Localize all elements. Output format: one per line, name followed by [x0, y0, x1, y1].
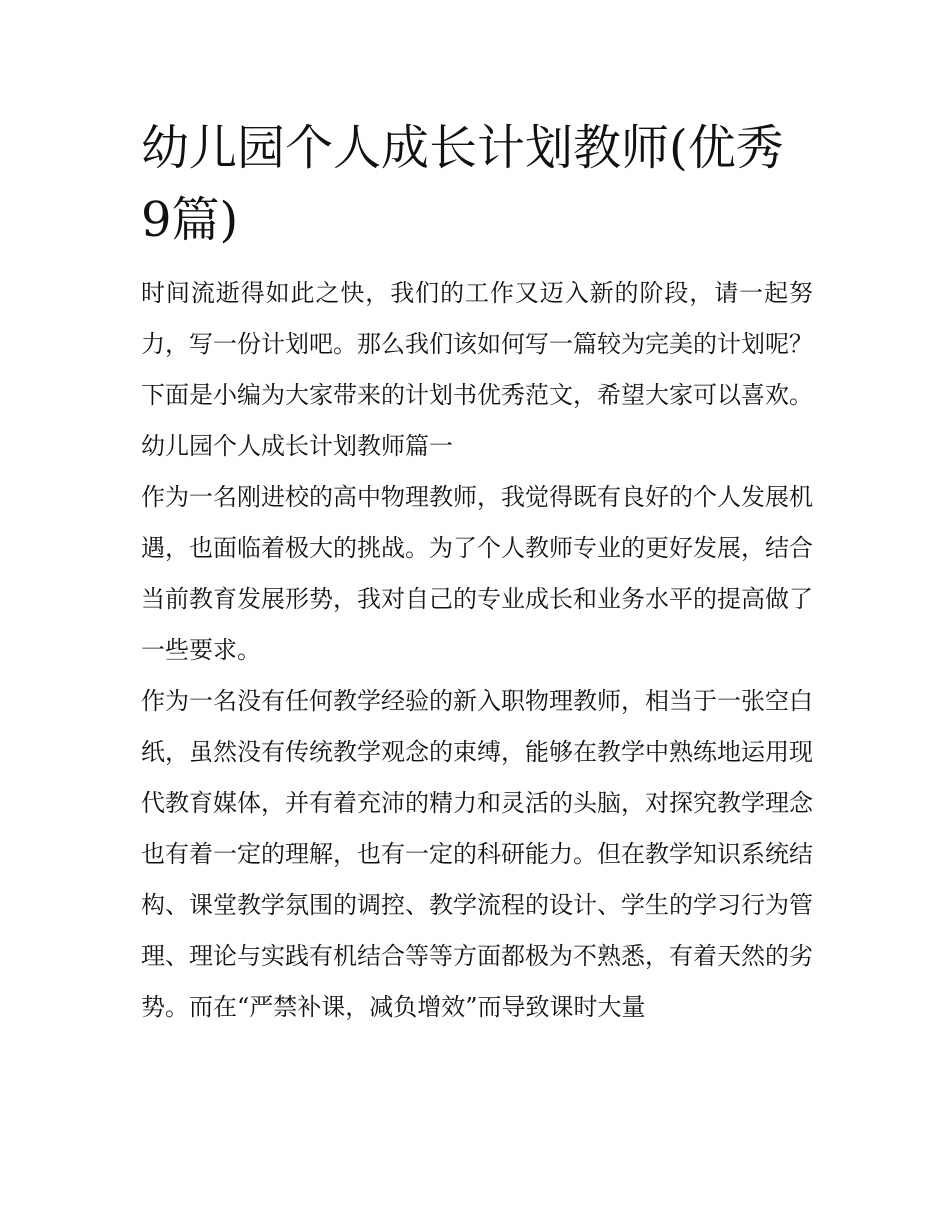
- section-heading: 幼儿园个人成长计划教师篇一: [141, 432, 453, 460]
- body-paragraph: 作为一名没有任何教学经验的新入职物理教师，相当于一张空白纸，虽然没有传统教学观念的束缚，能够在教学中熟练地运用现代教育媒体，并有着充沛的精力和灵活的头脑，对探究教学理念也有着一定的理解，也有一定的科研能力。但在教学知识系统结构、课堂教学氛围的调控、教学流程的设计、学生的学习行为管理、理论与实践有机结合等等方面都极为不熟悉，有着天然的劣势。而在“严禁补课，减负增效”而导致课时大量: [141, 687, 813, 1021]
- intro-paragraph: 时间流逝得如此之快，我们的工作又迈入新的阶段，请一起努力，写一份计划吧。那么我们该如何写一篇较为完美的计划呢？下面是小编为大家带来的计划书优秀范文，希望大家可以喜欢。: [141, 279, 813, 409]
- document-content: [141, 112, 813, 1033]
- document-title: 幼儿园个人成长计划教师(优秀9篇): [141, 120, 784, 248]
- body-paragraph: 作为一名刚进校的高中物理教师，我觉得既有良好的个人发展机遇，也面临着极大的挑战。为了个人教师专业的更好发展，结合当前教育发展形势，我对自己的专业成长和业务水平的提高做了一些要求。: [141, 483, 813, 664]
- document-body: [141, 268, 813, 1033]
